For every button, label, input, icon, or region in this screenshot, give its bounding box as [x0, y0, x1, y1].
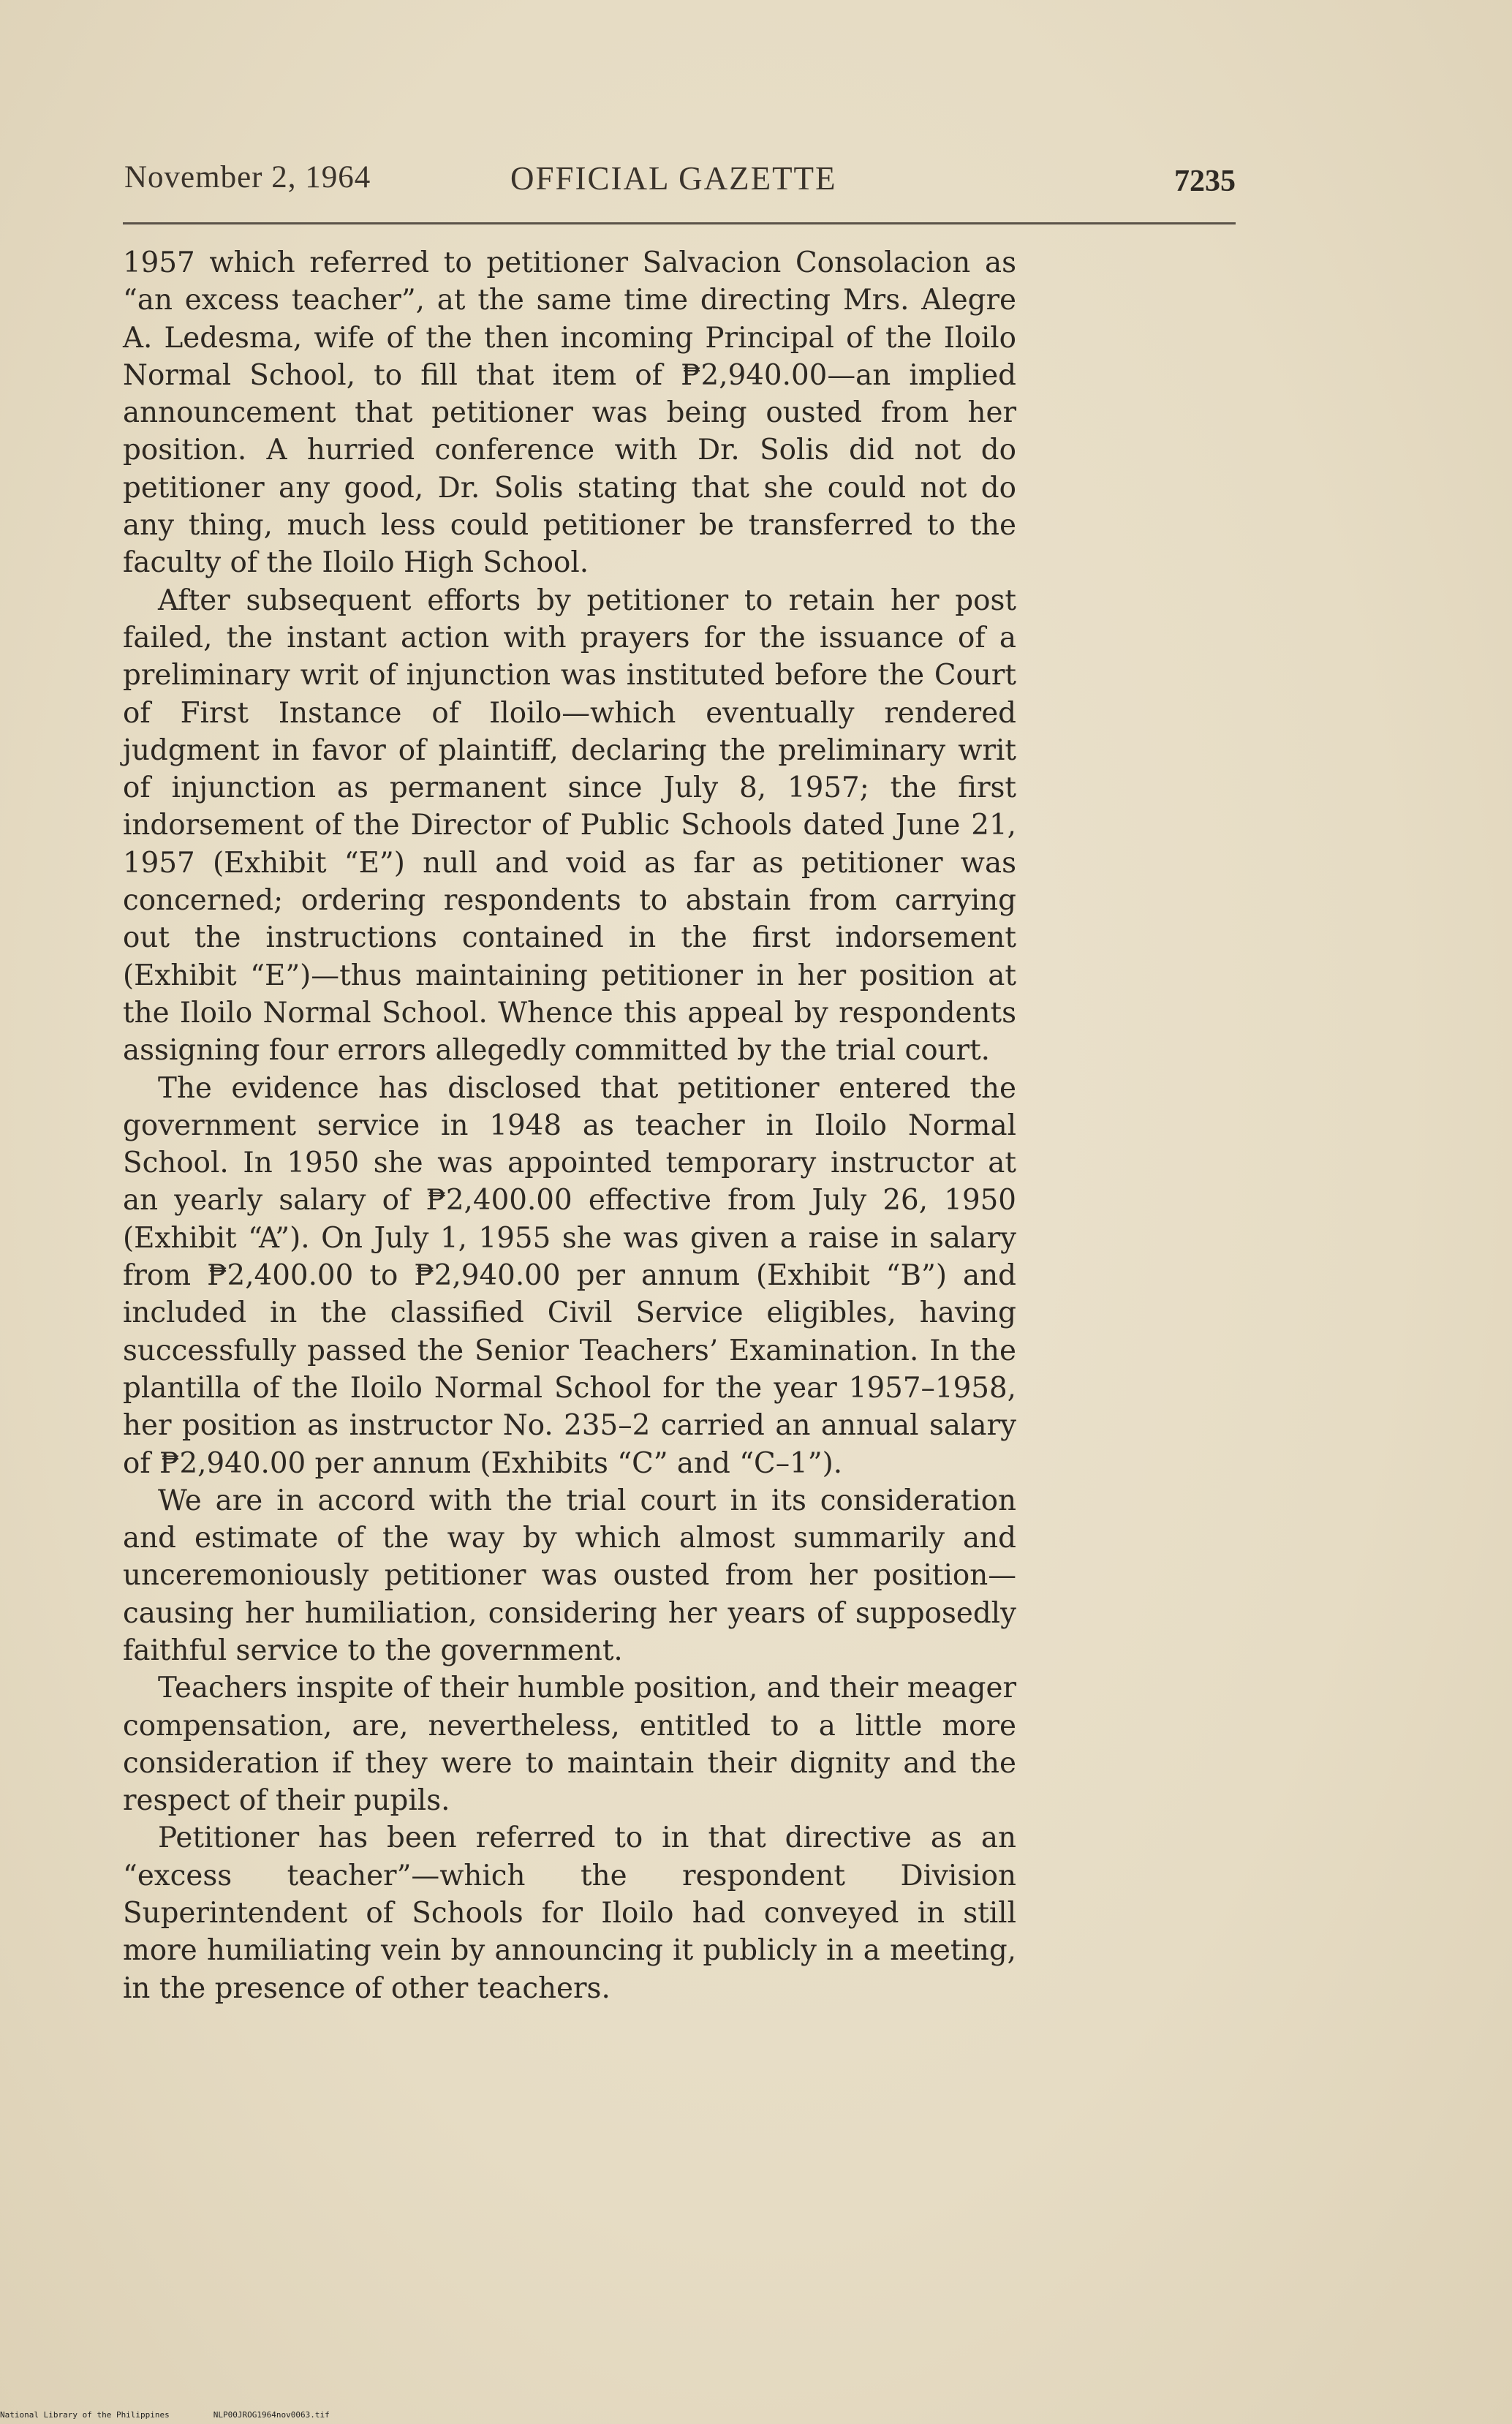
footer-library: National Library of the Philippines: [0, 2410, 170, 2420]
footer-file: NLP00JROG1964nov0063.tif: [213, 2410, 330, 2420]
header-title: OFFICIAL GAZETTE: [510, 160, 837, 197]
page-header: [124, 159, 1236, 203]
paragraph-3: The evidence has disclosed that petitioner entered the government service in 1948 as teacher in Iloilo Normal School. In 1950 she was appointed temporary instructor at an yearly salary of ₱2,400.00 effective from July 26, 1950 (Exhibit “A”). On July 1, 1955 she was given a raise in salary from ₱2,400.00 to ₱2,940.00 per annum (Exhibit “B”) and included in the classified Civil Service eligibles, having successfully passed the Senior Teachers’ Examination. In the plantilla of the Iloilo Normal School for the year 1957–1958, her position as instructor No. 235–2 carried an annual salary of ₱2,940.00 per annum (Exhibits “C” and “C–1”).: [123, 1071, 1016, 1480]
header-date: November 2, 1964: [124, 160, 371, 195]
paragraph-6: Petitioner has been referred to in that directive as an “excess teacher”—which the respondent Division Superintendent of Schools for Iloilo had conveyed in still more humiliating vein by announcing it publicly in a meeting, in the presence of other teachers.: [123, 1821, 1016, 2005]
paragraph-1: 1957 which referred to petitioner Salvacion Consolacion as “an excess teacher”, at the same time directing Mrs. Alegre A. Ledesma, wife of the then incoming Principal of the Iloilo Normal School, to fill that item of ₱2,940.00—an implied announcement that petitioner was being ousted from her position. A hurried conference with Dr. Solis did not do petitioner any good, Dr. Solis stating that she could not do any thing, much less could petitioner be transferred to the faculty of the Iloilo High School.: [123, 246, 1016, 580]
scan-footer: [0, 2410, 374, 2420]
paragraph-2: After subsequent efforts by petitioner to retain her post failed, the instant action with prayers for the issuance of a preliminary writ of injunction was instituted before the Court of First Instance of Iloilo—which eventually rendered judgment in favor of plaintiff, declaring the preliminary writ of injunction as permanent since July 8, 1957; the first indorsement of the Director of Public Schools dated June 21, 1957 (Exhibit “E”) null and void as far as petitioner was concerned; ordering respondents to abstain from carrying out the instructions contained in the first indorsement (Exhibit “E”)—thus maintaining petitioner in her position at the Iloilo Normal School. Whence this appeal by respondents assigning four errors allegedly committed by the trial court.: [123, 584, 1016, 1068]
header-rule: [123, 222, 1236, 224]
paragraph-4: We are in accord with the trial court in its consideration and estimate of the way by which almost summarily and unceremoniously petitioner was ousted from her position—causing her humiliation, considering her years of supposedly faithful service to the government.: [123, 1484, 1016, 1667]
body-text: [123, 244, 1016, 2007]
paragraph-5: Teachers inspite of their humble position, and their meager compensation, are, nevertheless, entitled to a little more consideration if they were to maintain their dignity and the respect of their pupils.: [123, 1672, 1016, 1818]
page-number: 7235: [1174, 165, 1236, 198]
